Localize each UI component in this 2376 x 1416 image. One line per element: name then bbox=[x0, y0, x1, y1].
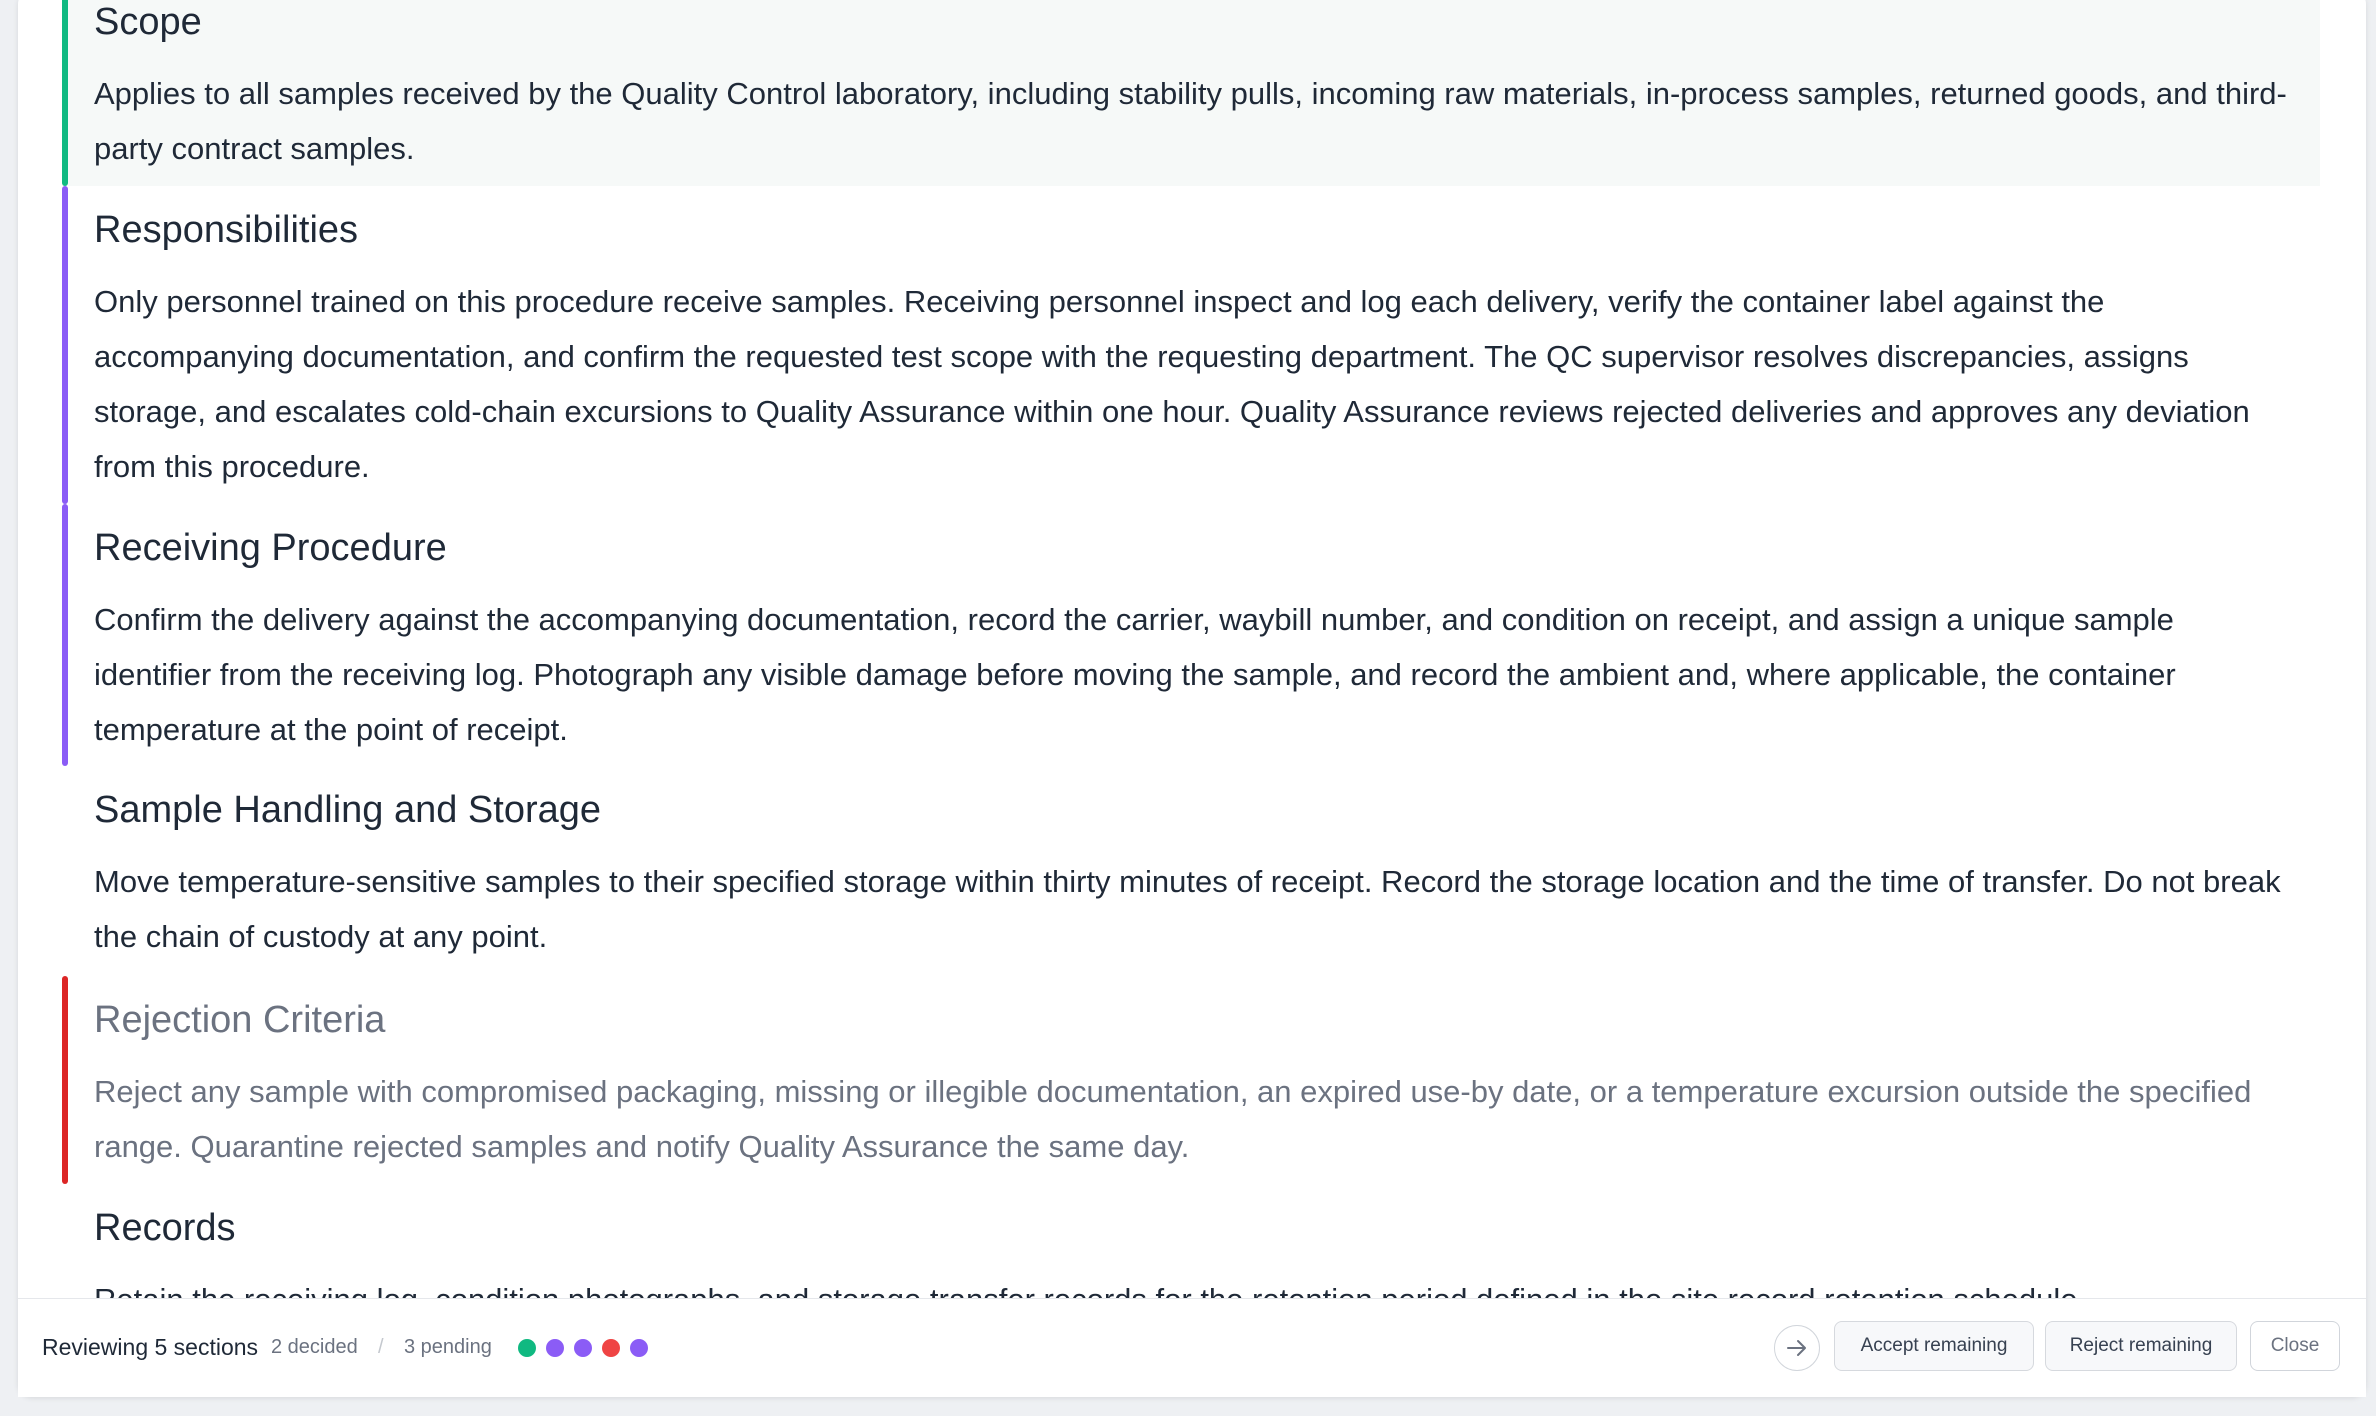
pending-change-bar bbox=[62, 504, 68, 766]
review-panel bbox=[18, 0, 2366, 1396]
review-summary-title: Reviewing 5 sections bbox=[42, 1334, 259, 1360]
accept-remaining-button[interactable]: Accept remaining bbox=[1834, 1321, 2034, 1371]
section-heading: Responsibilities bbox=[94, 209, 359, 251]
rejected-change-bar bbox=[62, 976, 68, 1184]
status-dot-pending[interactable] bbox=[546, 1339, 564, 1357]
pending-change-bar bbox=[62, 186, 68, 504]
count-separator: / bbox=[378, 1336, 384, 1358]
arrow-right-icon bbox=[1785, 1336, 1809, 1360]
section-status-dots bbox=[518, 1339, 648, 1357]
section-heading: Sample Handling and Storage bbox=[94, 789, 602, 831]
section-body: Applies to all samples received by the Quality Control laboratory, including stability pulls, incoming raw materials, in-process samples, returned goods, and third-party contract samples. bbox=[94, 76, 2287, 166]
section-receiving-procedure[interactable] bbox=[62, 504, 2320, 766]
review-footer bbox=[18, 1298, 2366, 1397]
section-body: Confirm the delivery against the accompanying documentation, record the carrier, waybill number, and condition on receipt, and assign a unique sample identifier from the receiving log. Photograph any visible damage before moving the sample, and record the ambient and, where applicable, the container temperature at the point of receipt. bbox=[94, 602, 2176, 747]
section-heading: Records bbox=[94, 1207, 236, 1249]
next-change-button[interactable] bbox=[1774, 1325, 1820, 1371]
section-responsibilities[interactable] bbox=[62, 186, 2320, 504]
decided-count: 2 decided bbox=[271, 1336, 358, 1358]
status-dot-pending[interactable] bbox=[630, 1339, 648, 1357]
status-dot-accepted[interactable] bbox=[518, 1339, 536, 1357]
section-rejection-criteria[interactable] bbox=[62, 976, 2320, 1184]
reject-remaining-button[interactable]: Reject remaining bbox=[2045, 1321, 2237, 1371]
section-body: Move temperature-sensitive samples to their specified storage within thirty minutes of receipt. Record the storage location and the time of transfer. Do not break the chain of custody at any point. bbox=[94, 864, 2281, 954]
document-view bbox=[18, 0, 2366, 1298]
section-heading: Receiving Procedure bbox=[94, 527, 447, 569]
status-dot-pending[interactable] bbox=[574, 1339, 592, 1357]
section-body: Reject any sample with compromised packaging, missing or illegible documentation, an expired use-by date, or a temperature excursion outside the specified range. Quarantine rejected samples and notify Quality Assurance the same day. bbox=[94, 1074, 2252, 1164]
section-heading: Scope bbox=[94, 1, 202, 43]
close-button[interactable]: Close bbox=[2250, 1321, 2340, 1371]
section-heading: Rejection Criteria bbox=[94, 999, 386, 1041]
section-sample-handling bbox=[62, 766, 2320, 976]
pending-count: 3 pending bbox=[404, 1336, 492, 1358]
status-dot-rejected[interactable] bbox=[602, 1339, 620, 1357]
section-scope[interactable] bbox=[62, 0, 2320, 186]
section-body: Only personnel trained on this procedure receive samples. Receiving personnel inspect and log each delivery, verify the container label against the accompanying documentation, and confirm the requested test scope with the requesting department. The QC supervisor resolves discrepancies, assigns storage, and escalates cold-chain excursions to Quality Assurance within one hour. Quality Assurance reviews rejected deliveries and approves any deviation from this procedure. bbox=[94, 284, 2250, 484]
accepted-change-bar bbox=[62, 0, 68, 186]
